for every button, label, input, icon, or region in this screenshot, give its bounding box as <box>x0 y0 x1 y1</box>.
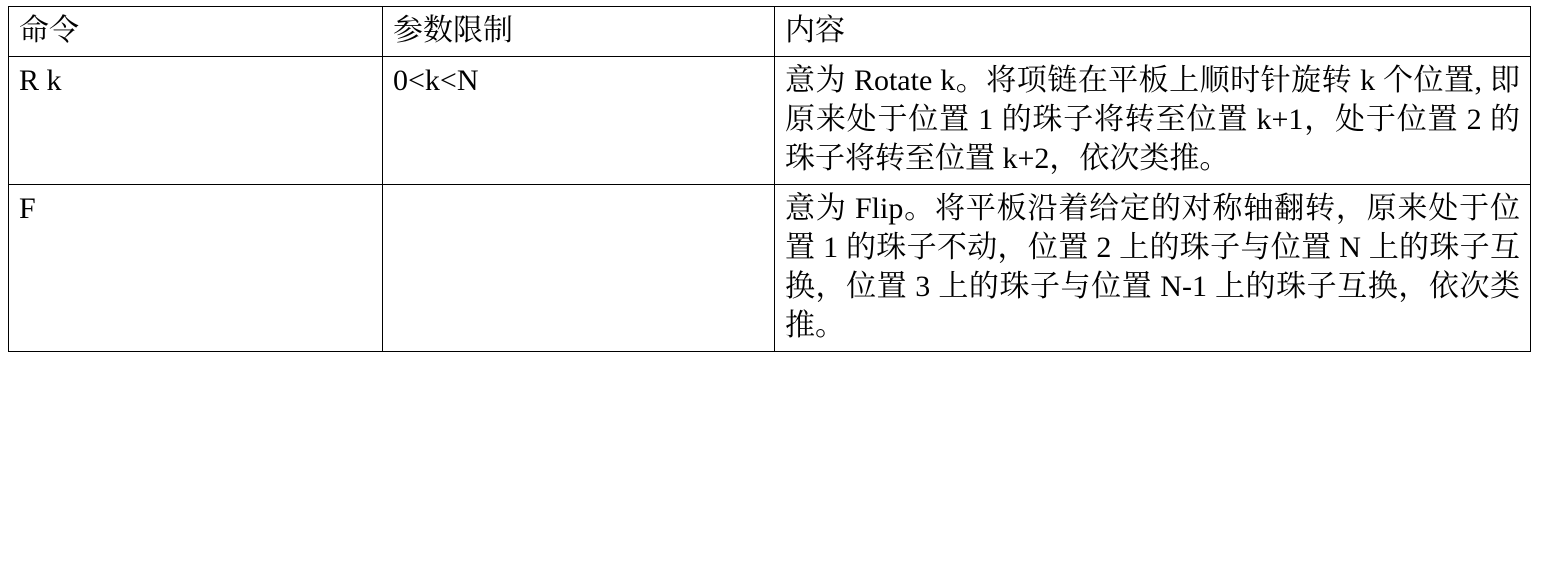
cell-command-rotate <box>9 57 383 185</box>
command-spec-table <box>8 6 1531 352</box>
cell-content-flip <box>775 185 1531 352</box>
cell-constraint-flip <box>383 185 775 352</box>
constraint-rotate-label: 0<k<N <box>393 64 479 97</box>
table-row <box>9 185 1531 352</box>
header-cell-command <box>9 7 383 57</box>
header-content-label: 内容 <box>785 14 845 47</box>
cell-command-flip <box>9 185 383 352</box>
header-constraint-label: 参数限制 <box>393 14 513 47</box>
command-flip-label: F <box>19 192 36 225</box>
cell-constraint-rotate <box>383 57 775 185</box>
table-row <box>9 57 1531 185</box>
cell-content-rotate <box>775 57 1531 185</box>
command-rotate-label: R k <box>19 64 62 97</box>
table-header-row <box>9 7 1531 57</box>
header-command-label: 命令 <box>19 14 79 47</box>
content-flip-text: 意为 Flip。将平板沿着给定的对称轴翻转，原来处于位置 1 的珠子不动，位置 2 上的珠子与位置 N 上的珠子互换，位置 3 上的珠子与位置 N-1 上的珠子互换，依次类推。 <box>785 192 1520 342</box>
header-cell-content <box>775 7 1531 57</box>
header-cell-constraint <box>383 7 775 57</box>
content-rotate-text: 意为 Rotate k。将项链在平板上顺时针旋转 k 个位置, 即原来处于位置 1 的珠子将转至位置 k+1，处于位置 2 的珠子将转至位置 k+2，依次类推。 <box>785 64 1520 175</box>
